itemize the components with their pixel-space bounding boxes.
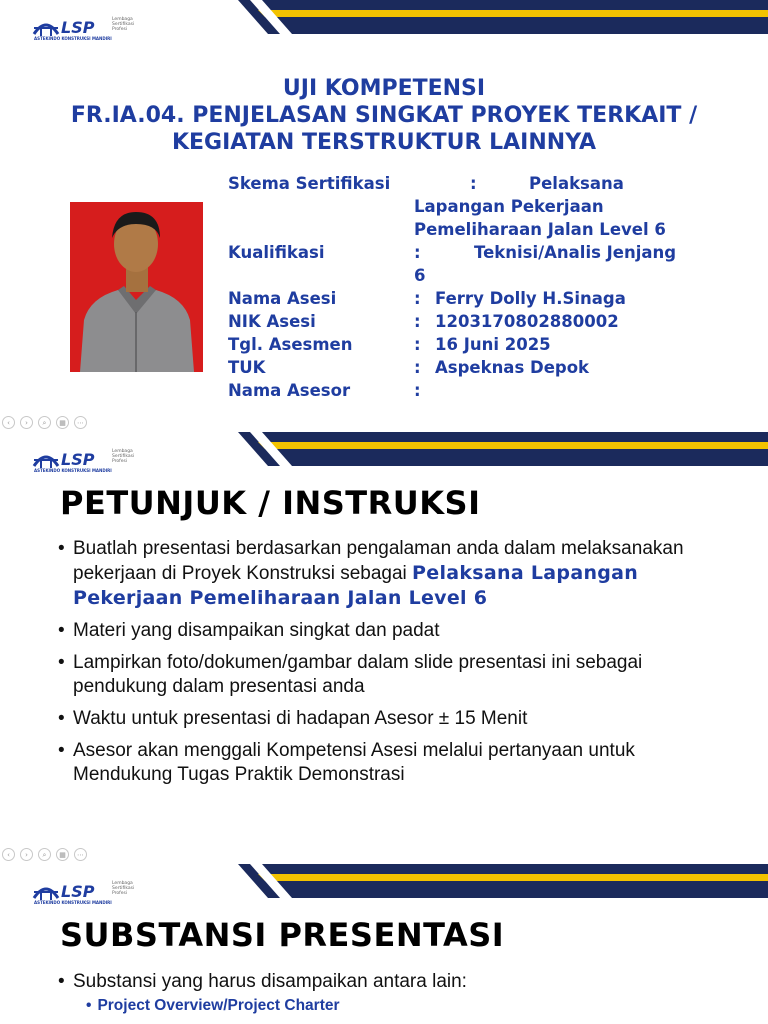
colon: : — [414, 243, 421, 262]
slide-nav-bar — [2, 416, 87, 430]
tuk-value: Aspeknas Depok — [435, 358, 590, 377]
title-line: KEGIATAN TERSTRUKTUR LAINNYA — [171, 130, 597, 155]
svg-text:LSP: LSP — [61, 18, 95, 37]
svg-text:Lembaga: Lembaga — [112, 449, 133, 454]
asesi-photo — [70, 202, 203, 372]
svg-text:ASTEKINDO KONSTRUKSI MANDIRI: ASTEKINDO KONSTRUKSI MANDIRI — [34, 900, 112, 905]
lsp-logo — [32, 12, 144, 42]
svg-text:ASTEKINDO KONSTRUKSI MANDIRI: ASTEKINDO KONSTRUKSI MANDIRI — [34, 468, 112, 473]
nik-label: NIK Asesi — [228, 312, 316, 331]
lsp-logo — [32, 876, 144, 906]
slide-instructions — [0, 432, 768, 864]
svg-text:Sertifikasi: Sertifikasi — [112, 22, 135, 27]
colon: : — [414, 312, 421, 331]
svg-text:Sertifikasi: Sertifikasi — [112, 454, 135, 459]
next-icon[interactable]: › — [20, 416, 33, 429]
svg-text:Lembaga: Lembaga — [112, 17, 133, 22]
skema-value: Pelaksana — [529, 174, 624, 193]
kualifikasi-value: 6 — [414, 266, 426, 285]
slide-nav-bar — [2, 848, 87, 862]
svg-text:LSP: LSP — [61, 450, 95, 469]
kualifikasi-value: Teknisi/Analis Jenjang — [474, 243, 677, 262]
svg-text:Lembaga: Lembaga — [112, 881, 133, 886]
svg-text:Profesi: Profesi — [112, 459, 128, 464]
svg-text:Profesi: Profesi — [112, 27, 128, 32]
colon: : — [414, 381, 421, 400]
nik-value: 1203170802880002 — [435, 312, 619, 331]
more-icon[interactable]: ⋯ — [74, 848, 87, 861]
prev-icon[interactable]: ‹ — [2, 848, 15, 861]
title-line: FR.IA.04. PENJELASAN SINGKAT PROYEK TERKAIT / — [70, 103, 698, 128]
colon: : — [414, 335, 421, 354]
more-icon[interactable]: ⋯ — [74, 416, 87, 429]
colon: : — [414, 358, 421, 377]
skema-label: Skema Sertifikasi — [228, 174, 391, 193]
skema-value: Lapangan Pekerjaan — [414, 197, 604, 216]
instructions-list — [58, 537, 708, 795]
nama-asesi-value: Ferry Dolly H.Sinaga — [435, 289, 626, 308]
svg-text:Profesi: Profesi — [112, 891, 128, 896]
tgl-value: 16 Juni 2025 — [435, 335, 551, 354]
svg-text:Sertifikasi: Sertifikasi — [112, 886, 135, 891]
substance-heading: SUBSTANSI PRESENTASI — [60, 916, 505, 954]
svg-text:ASTEKINDO KONSTRUKSI MANDIRI: ASTEKINDO KONSTRUKSI MANDIRI — [34, 36, 112, 41]
lsp-logo — [32, 444, 144, 474]
skema-value: Pemeliharaan Jalan Level 6 — [414, 220, 666, 239]
zoom-icon[interactable]: ⌕ — [38, 848, 51, 861]
instructions-heading: PETUNJUK / INSTRUKSI — [60, 484, 481, 522]
list-item: • Lampirkan foto/dokumen/gambar dalam slide presentasi ini sebagai pendukung dalam presentasi anda — [58, 651, 708, 699]
list-item: • Substansi yang harus disampaikan antara lain: — [58, 970, 708, 994]
colon: : — [414, 289, 421, 308]
sub-list-item: • Project Overview/Project Charter — [86, 997, 340, 1015]
nama-asesi-label: Nama Asesi — [228, 289, 337, 308]
list-item: • Buatlah presentasi berdasarkan pengalaman anda dalam melaksanakan pekerjaan di Proyek Konstruksi sebagai Pelaksana Lapangan Pekerjaan Pemeliharaan Jalan Level 6 — [58, 537, 708, 611]
colon: : — [470, 174, 477, 193]
tgl-label: Tgl. Asesmen — [228, 335, 353, 354]
list-item: • Asesor akan menggali Kompetensi Asesi melalui pertanyaan untuk Mendukung Tugas Praktik Demonstrasi — [58, 739, 708, 787]
list-item: • Materi yang disampaikan singkat dan padat — [58, 619, 708, 643]
slide-cover — [0, 0, 768, 432]
tuk-label: TUK — [228, 358, 266, 377]
scheme-highlight: Pelaksana Lapangan Pekerjaan Pemeliharaan Jalan Level 6 — [73, 562, 639, 609]
asesor-label: Nama Asesor — [228, 381, 351, 400]
next-icon[interactable]: › — [20, 848, 33, 861]
cover-title — [0, 75, 768, 156]
slides-icon[interactable]: ▦ — [56, 416, 69, 429]
list-item: • Waktu untuk presentasi di hadapan Asesor ± 15 Menit — [58, 707, 708, 731]
slide-substance — [0, 864, 768, 1024]
slides-icon[interactable]: ▦ — [56, 848, 69, 861]
title-line: UJI KOMPETENSI — [282, 76, 486, 101]
prev-icon[interactable]: ‹ — [2, 416, 15, 429]
kualifikasi-label: Kualifikasi — [228, 243, 325, 262]
zoom-icon[interactable]: ⌕ — [38, 416, 51, 429]
svg-text:LSP: LSP — [61, 882, 95, 901]
